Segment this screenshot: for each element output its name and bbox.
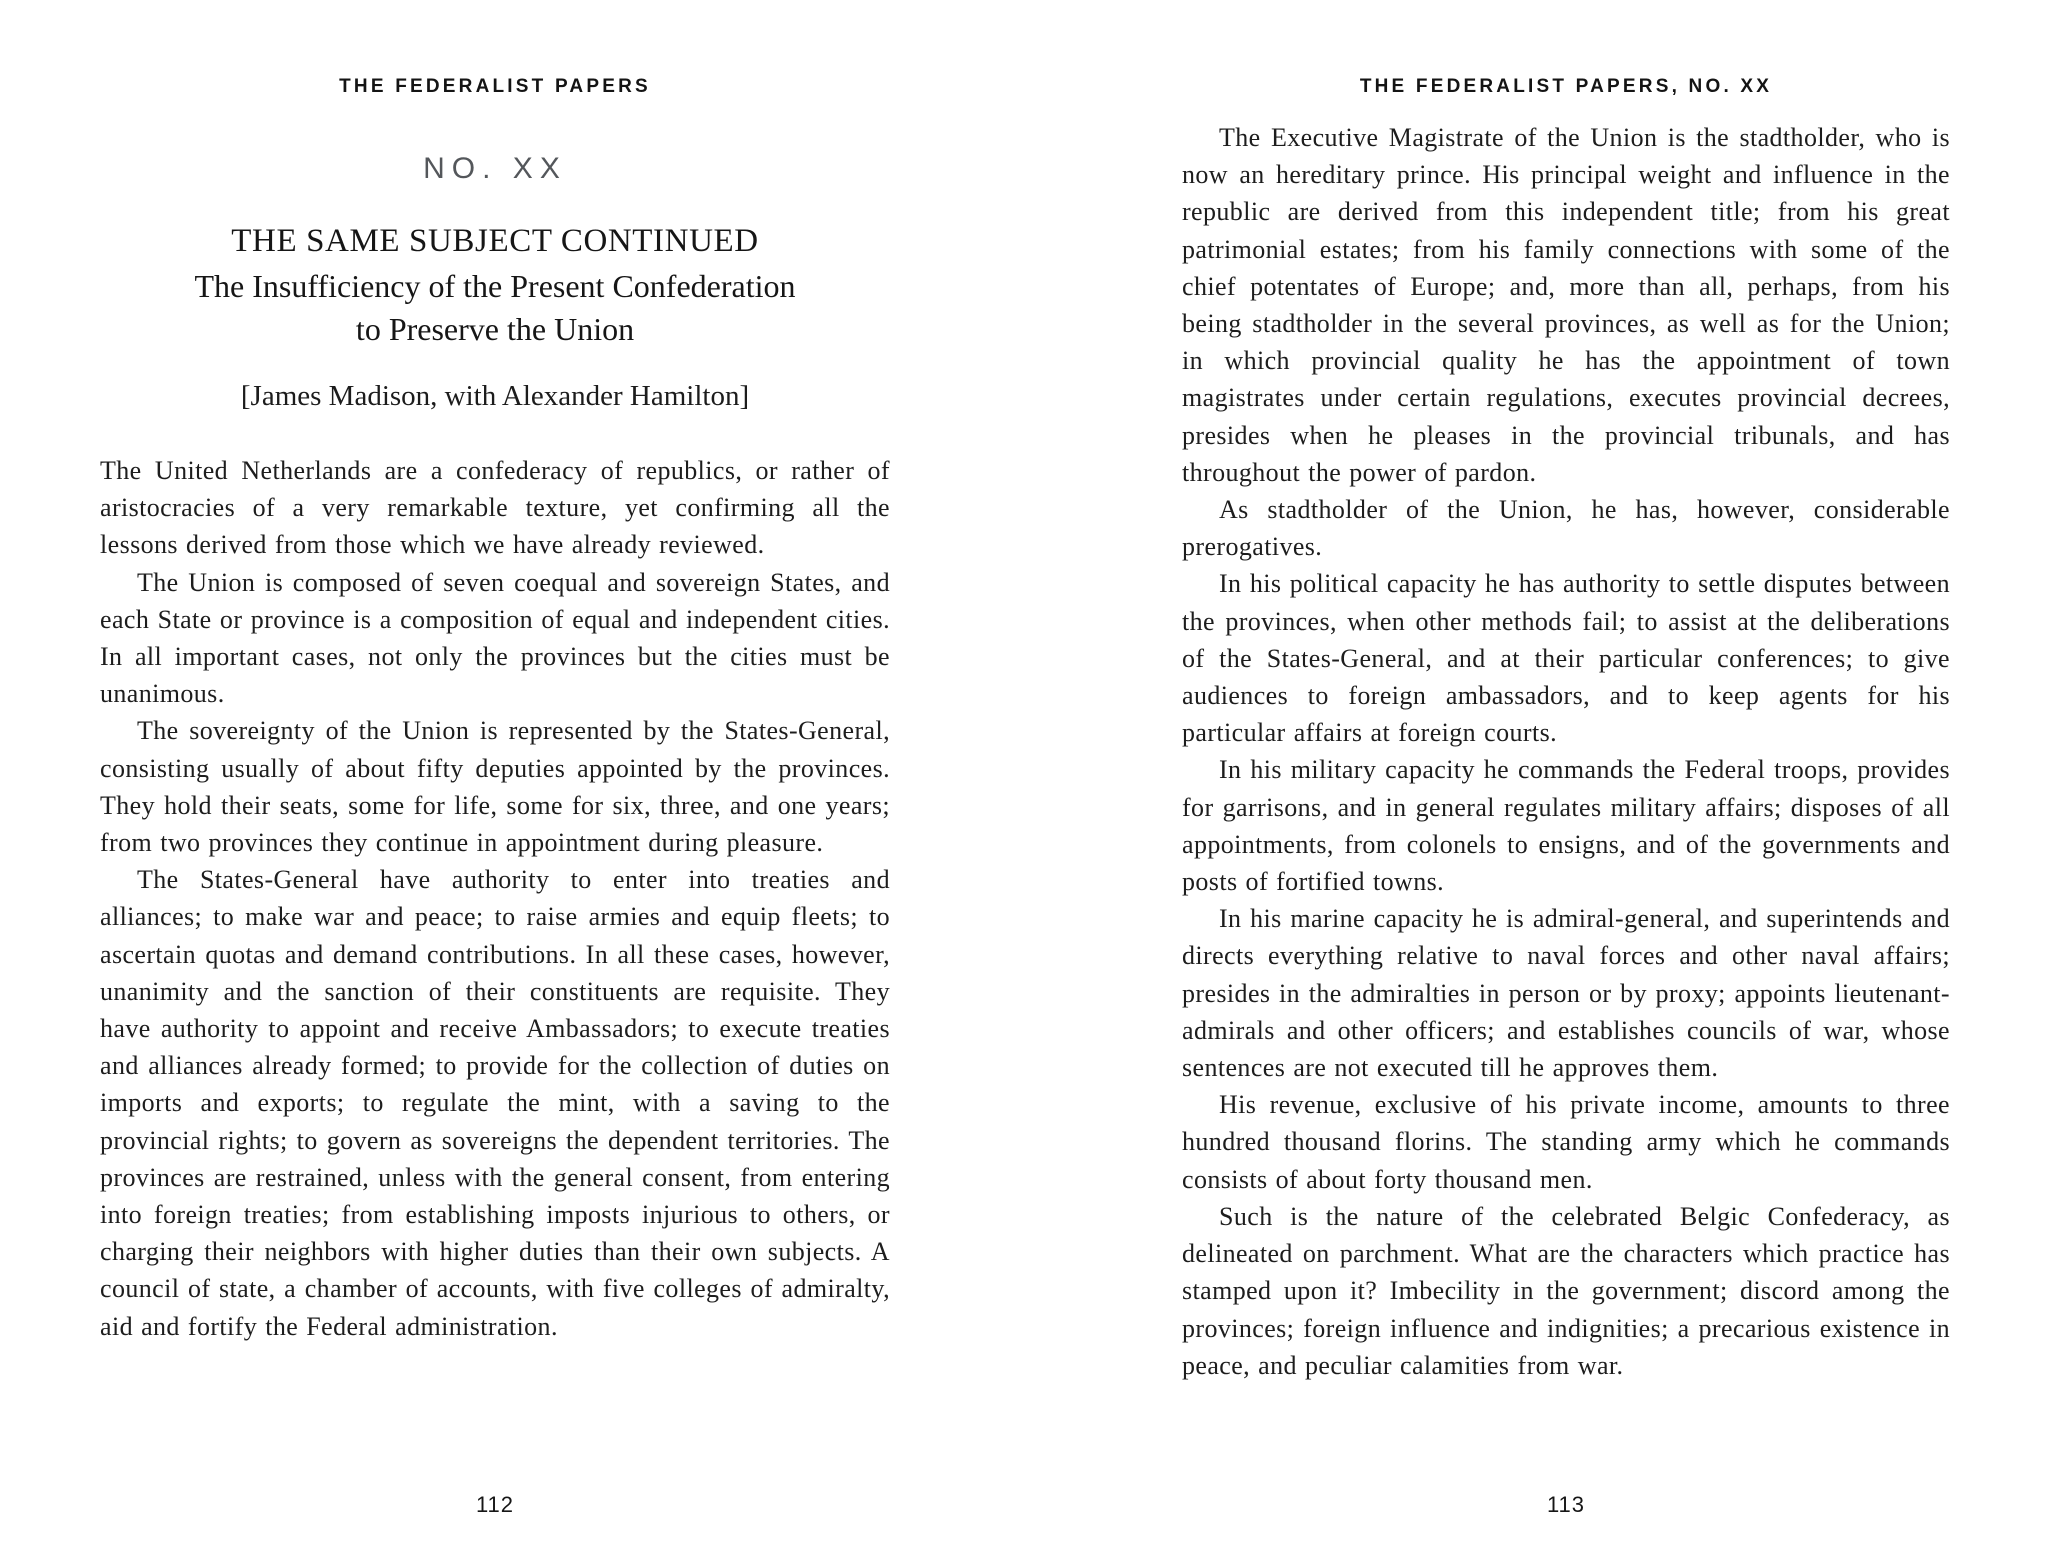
paragraph: As stadtholder of the Union, he has, however, considerable prerogatives. bbox=[1182, 495, 1950, 562]
byline: [James Madison, with Alexander Hamilton] bbox=[240, 380, 750, 412]
chapter-number: NO. XX bbox=[423, 152, 567, 185]
page-right bbox=[1024, 0, 2048, 1560]
page-number-right: 113 bbox=[1546, 1492, 1586, 1517]
chapter-title: THE SAME SUBJECT CONTINUED bbox=[231, 223, 759, 259]
paragraph: The States-General have authority to enter into treaties and alliances; to make war and peace; to raise armies and equip fleets; to ascertain quotas and demand contributions. In all these cases, however, unanimity and the sanction of their constituents are requisite. They have authority to appoint and receive Ambassadors; to execute treaties and alliances already formed; to provide for the collection of duties on imports and exports; to regulate the mint, with a saving to the provincial rights; to govern as sovereigns the dependent territories. The provinces are restrained, unless with the general consent, from entering into foreign treaties; from establishing imposts injurious to others, or charging their neighbors with higher duties than their own subjects. A council of state, a chamber of accounts, with five colleges of admiralty, aid and fortify the Federal administration. bbox=[100, 865, 890, 1341]
paragraph: In his political capacity he has authority to settle disputes between the provinces, when other methods fail; to assist at the deliberations of the States-General, and at their particular conferences; to give audiences to foreign ambassadors, and to keep agents for his particular affairs at foreign courts. bbox=[1182, 569, 1950, 748]
body-text-left bbox=[100, 452, 890, 1345]
running-header-left: THE FEDERALIST PAPERS bbox=[339, 76, 651, 97]
paragraph: In his marine capacity he is admiral-general, and superintends and directs everything relative to naval forces and other naval affairs; presides in the admiralties in person or by proxy; appoints lieutenant-admirals and other officers; and establishes councils of war, whose sentences are not executed till he approves them. bbox=[1182, 904, 1950, 1083]
page-number-left: 112 bbox=[475, 1492, 515, 1517]
paragraph: His revenue, exclusive of his private income, amounts to three hundred thousand florins. The standing army which he commands consists of about forty thousand men. bbox=[1182, 1090, 1950, 1194]
body-text-right bbox=[1182, 119, 1950, 1384]
paragraph: The Union is composed of seven coequal and sovereign States, and each State or province is a composition of equal and independent cities. In all important cases, not only the provinces but the cities must be unanimous. bbox=[100, 567, 890, 709]
paragraph: The United Netherlands are a confederacy of republics, or rather of aristocracies of a very remarkable texture, yet confirming all the lessons derived from those which we have already reviewed. bbox=[100, 456, 890, 560]
chapter-subtitle-line-2: to Preserve the Union bbox=[355, 311, 635, 347]
chapter-subtitle-line-1: The Insufficiency of the Present Confederation bbox=[194, 268, 796, 304]
paragraph: The sovereignty of the Union is represented by the States-General, consisting usually of about fifty deputies appointed by the provinces. They hold their seats, some for life, some for six, three, and one years; from two provinces they continue in appointment during pleasure. bbox=[100, 716, 890, 858]
paragraph: In his military capacity he commands the Federal troops, provides for garrisons, and in general regulates military affairs; disposes of all appointments, from colonels to ensigns, and of the governments and posts of fortified towns. bbox=[1182, 755, 1950, 897]
running-header-right: THE FEDERALIST PAPERS, NO. XX bbox=[1359, 76, 1773, 97]
paragraph: The Executive Magistrate of the Union is the stadtholder, who is now an hereditary prince. His principal weight and influence in the republic are derived from this independent title; from his great patrimonial estates; from his family connections with some of the chief potentates of Europe; and, more than all, perhaps, from his being stadtholder in the several provinces, as well as for the Union; in which provincial quality he has the appointment of town magistrates under certain regulations, executes provincial decrees, presides when he pleases in the provincial tribunals, and has throughout the power of pardon. bbox=[1182, 123, 1950, 487]
paragraph: Such is the nature of the celebrated Belgic Confederacy, as delineated on parchment. What are the characters which practice has stamped upon it? Imbecility in the government; discord among the provinces; foreign influence and indignities; a precarious existence in peace, and peculiar calamities from war. bbox=[1182, 1201, 1950, 1380]
